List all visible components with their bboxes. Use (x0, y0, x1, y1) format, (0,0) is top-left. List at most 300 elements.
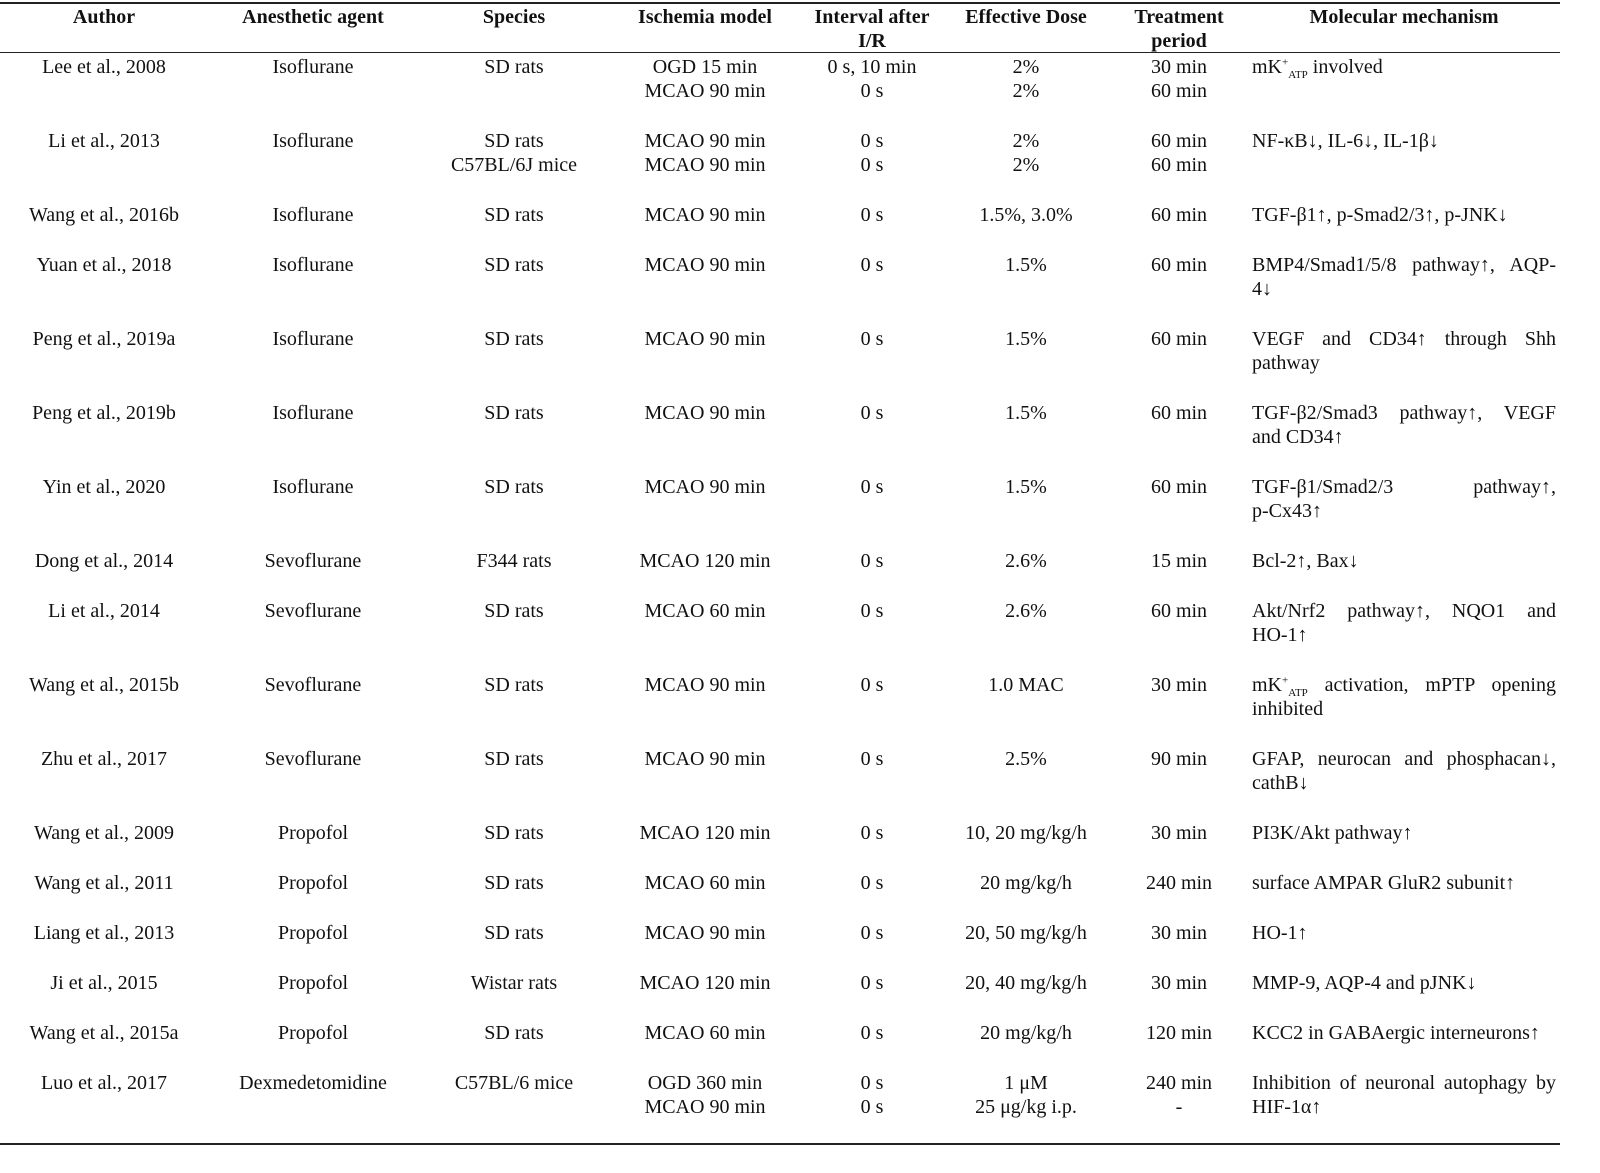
cell-line: Li et al., 2013 (48, 130, 160, 152)
cell-line: MCAO 120 min (639, 972, 771, 994)
mechanism-line (1252, 1095, 1556, 1119)
cell-author (4, 1021, 204, 1045)
cell-line: 0 s (860, 1096, 884, 1118)
cell-line: SD rats (484, 476, 544, 498)
mechanism-text: BMP4/Smad1/5/8 pathway↑, AQP- (1252, 254, 1556, 276)
cell-species (414, 673, 614, 697)
cell-line: 20 mg/kg/h (980, 872, 1072, 894)
cell-line: C57BL/6 mice (454, 1072, 574, 1094)
cell-line: MCAO 60 min (644, 600, 766, 622)
cell-interval (797, 203, 947, 227)
cell-line: 0 s (860, 254, 884, 276)
cell-line: SD rats (484, 56, 544, 78)
cell-author (4, 821, 204, 845)
mechanism-line (1252, 351, 1556, 375)
cell-line: Propofol (278, 1022, 348, 1044)
cell-line: 90 min (1150, 748, 1208, 770)
cell-mechanism (1252, 821, 1556, 845)
cell-line: Liang et al., 2013 (33, 922, 175, 944)
cell-line: 0 s (860, 80, 884, 102)
cell-interval (797, 1071, 947, 1119)
cell-line: 60 min (1150, 130, 1208, 152)
cell-agent (213, 549, 413, 573)
cell-species (414, 1071, 614, 1095)
cell-line: 0 s (860, 204, 884, 226)
cell-mechanism (1252, 747, 1556, 795)
cell-agent (213, 673, 413, 697)
cell-line: 60 min (1150, 254, 1208, 276)
cell-line: 20, 40 mg/kg/h (965, 972, 1087, 994)
cell-dose (946, 549, 1106, 573)
cell-period (1124, 821, 1234, 845)
cell-line: 120 min (1145, 1022, 1213, 1044)
cell-agent (213, 1021, 413, 1045)
cell-line: MCAO 120 min (639, 550, 771, 572)
superscript: + (1282, 56, 1289, 69)
mechanism-text: surface AMPAR GluR2 subunit↑ (1252, 872, 1516, 894)
subscript: ATP (1288, 687, 1308, 699)
cell-author (4, 55, 204, 79)
mechanism-text: and CD34↑ (1252, 426, 1344, 448)
mechanism-line (1252, 1021, 1556, 1045)
cell-line: 0 s (860, 822, 884, 844)
cell-period (1124, 475, 1234, 499)
cell-line: MCAO 90 min (644, 254, 766, 276)
mechanism-text: KCC2 in GABAergic interneurons↑ (1252, 1022, 1540, 1044)
cell-line: Propofol (278, 922, 348, 944)
mechanism-line (1252, 549, 1556, 573)
cell-mechanism (1252, 673, 1556, 721)
column-header (946, 5, 1106, 29)
mechanism-text: PI3K/Akt pathway↑ (1252, 822, 1413, 844)
cell-line: MCAO 90 min (644, 922, 766, 944)
cell-line: F344 rats (476, 550, 552, 572)
column-header-line: I/R (858, 30, 886, 52)
cell-mechanism (1252, 549, 1556, 573)
mechanism-text: TGF-β1/Smad2/3 pathway↑, (1252, 476, 1556, 498)
cell-line: 0 s (860, 476, 884, 498)
cell-line: 0 s (860, 872, 884, 894)
mechanism-text: Bcl-2↑, Bax↓ (1252, 550, 1359, 572)
mechanism-line (1252, 747, 1556, 771)
cell-line: 10, 20 mg/kg/h (965, 822, 1087, 844)
mechanism-text: inhibited (1252, 698, 1324, 720)
cell-species (414, 871, 614, 895)
cell-model (615, 549, 795, 573)
cell-species (414, 599, 614, 623)
mechanism-text: MMP-9, AQP-4 and pJNK↓ (1252, 972, 1477, 994)
cell-mechanism (1252, 327, 1556, 375)
cell-line: MCAO 90 min (644, 402, 766, 424)
column-header-line: Ischemia model (638, 6, 772, 28)
cell-period (1124, 129, 1234, 177)
cell-interval (797, 549, 947, 573)
cell-line: MCAO 90 min (644, 674, 766, 696)
cell-line: 2% (1012, 56, 1040, 78)
cell-model (615, 55, 795, 103)
cell-author (4, 475, 204, 499)
cell-model (615, 327, 795, 351)
cell-dose (946, 55, 1106, 103)
cell-author (4, 203, 204, 227)
mechanism-line (1252, 129, 1556, 153)
cell-dose (946, 1021, 1106, 1045)
cell-period (1124, 971, 1234, 995)
cell-mechanism (1252, 921, 1556, 945)
cell-line: Lee et al., 2008 (42, 56, 166, 78)
cell-line: 1.5% (1005, 328, 1047, 350)
cell-interval (797, 401, 947, 425)
cell-line: 0 s (860, 402, 884, 424)
cell-line: Wang et al., 2009 (33, 822, 175, 844)
cell-line: 0 s (860, 674, 884, 696)
mechanism-line (1252, 821, 1556, 845)
header-rule (0, 52, 1560, 53)
cell-line: Peng et al., 2019b (32, 402, 176, 424)
cell-line: 25 μg/kg i.p. (975, 1096, 1077, 1118)
cell-interval (797, 55, 947, 103)
mechanism-text: VEGF and CD34↑ through Shh (1252, 328, 1556, 350)
mechanism-text: HO-1↑ (1252, 922, 1308, 944)
cell-author (4, 549, 204, 573)
column-header-line: Effective Dose (965, 6, 1087, 28)
cell-line: 1.5% (1005, 402, 1047, 424)
mechanism-line (1252, 253, 1556, 277)
column-header (213, 5, 413, 29)
cell-period (1124, 401, 1234, 425)
cell-agent (213, 203, 413, 227)
top-rule (0, 2, 1560, 4)
cell-line: SD rats (484, 748, 544, 770)
cell-model (615, 673, 795, 697)
mechanism-line (1252, 771, 1556, 795)
cell-line: Isoflurane (272, 402, 354, 424)
mechanism-line (1252, 871, 1556, 895)
cell-line: 1.0 MAC (988, 674, 1064, 696)
cell-line: Sevoflurane (264, 550, 362, 572)
cell-line: C57BL/6J mice (450, 154, 578, 176)
cell-line: Li et al., 2014 (48, 600, 160, 622)
cell-agent (213, 253, 413, 277)
mechanism-line (1252, 55, 1556, 79)
cell-line: Wistar rats (470, 972, 558, 994)
cell-mechanism (1252, 475, 1556, 523)
cell-line: 2.5% (1005, 748, 1047, 770)
cell-line: Wang et al., 2016b (28, 204, 180, 226)
cell-line: 0 s (860, 154, 884, 176)
mechanism-text: cathB↓ (1252, 772, 1309, 794)
mechanism-text: activation, mPTP opening (1307, 674, 1556, 696)
cell-line: 0 s (860, 922, 884, 944)
column-header (414, 5, 614, 29)
cell-line: 30 min (1150, 56, 1208, 78)
cell-model (615, 871, 795, 895)
cell-author (4, 871, 204, 895)
column-header-line: Species (482, 6, 546, 28)
cell-line: 0 s (860, 130, 884, 152)
cell-model (615, 401, 795, 425)
cell-line: Yuan et al., 2018 (36, 254, 172, 276)
cell-line: 1 μM (1004, 1072, 1048, 1094)
cell-line: OGD 15 min (652, 56, 758, 78)
cell-agent (213, 871, 413, 895)
cell-author (4, 599, 204, 623)
cell-period (1124, 55, 1234, 103)
cell-period (1124, 673, 1234, 697)
cell-line: SD rats (484, 600, 544, 622)
mechanism-text: HO-1↑ (1252, 624, 1308, 646)
cell-dose (946, 253, 1106, 277)
cell-period (1124, 549, 1234, 573)
cell-species (414, 971, 614, 995)
cell-interval (797, 327, 947, 351)
cell-line: SD rats (484, 822, 544, 844)
cell-line: Dong et al., 2014 (34, 550, 174, 572)
cell-line: MCAO 90 min (644, 328, 766, 350)
cell-line: Isoflurane (272, 56, 354, 78)
cell-model (615, 599, 795, 623)
cell-line: 1.5% (1005, 254, 1047, 276)
mechanism-line (1252, 1071, 1556, 1095)
cell-period (1124, 921, 1234, 945)
cell-species (414, 747, 614, 771)
cell-author (4, 921, 204, 945)
cell-mechanism (1252, 1071, 1556, 1119)
cell-line: MCAO 90 min (644, 80, 766, 102)
mechanism-line (1252, 921, 1556, 945)
cell-agent (213, 821, 413, 845)
cell-line: 20, 50 mg/kg/h (965, 922, 1087, 944)
cell-line: 2.6% (1005, 600, 1047, 622)
cell-line: 30 min (1150, 922, 1208, 944)
cell-model (615, 921, 795, 945)
mechanism-line (1252, 697, 1556, 721)
subscript: ATP (1288, 69, 1308, 81)
cell-line: Isoflurane (272, 130, 354, 152)
cell-species (414, 129, 614, 177)
mechanism-line (1252, 277, 1556, 301)
cell-author (4, 673, 204, 697)
cell-model (615, 253, 795, 277)
column-header (797, 5, 947, 53)
cell-dose (946, 871, 1106, 895)
mechanism-text: mK (1252, 674, 1282, 696)
cell-model (615, 1071, 795, 1119)
cell-line: 2% (1012, 130, 1040, 152)
cell-line: SD rats (484, 674, 544, 696)
cell-line: Isoflurane (272, 476, 354, 498)
cell-period (1124, 747, 1234, 771)
cell-mechanism (1252, 1021, 1556, 1045)
cell-agent (213, 129, 413, 153)
cell-line: 2.6% (1005, 550, 1047, 572)
cell-dose (946, 821, 1106, 845)
column-header-line: Molecular mechanism (1309, 6, 1499, 28)
cell-line: 15 min (1150, 550, 1208, 572)
cell-model (615, 747, 795, 771)
cell-interval (797, 475, 947, 499)
column-header-line: period (1151, 30, 1207, 52)
cell-line: MCAO 90 min (644, 748, 766, 770)
cell-author (4, 747, 204, 771)
cell-line: MCAO 120 min (639, 822, 771, 844)
mechanism-text: involved (1307, 56, 1383, 78)
mechanism-line (1252, 599, 1556, 623)
cell-model (615, 129, 795, 177)
cell-model (615, 475, 795, 499)
cell-dose (946, 971, 1106, 995)
cell-mechanism (1252, 871, 1556, 895)
mechanism-text: TGF-β1↑, p-Smad2/3↑, p-JNK↓ (1252, 204, 1508, 226)
cell-author (4, 129, 204, 153)
cell-species (414, 253, 614, 277)
cell-line: 1.5% (1005, 476, 1047, 498)
cell-model (615, 1021, 795, 1045)
cell-line: Isoflurane (272, 204, 354, 226)
cell-line: Wang et al., 2015a (29, 1022, 179, 1044)
cell-mechanism (1252, 599, 1556, 647)
cell-species (414, 821, 614, 845)
mechanism-text: HIF-1α↑ (1252, 1096, 1322, 1118)
cell-species (414, 327, 614, 351)
cell-dose (946, 673, 1106, 697)
cell-line: MCAO 90 min (644, 154, 766, 176)
cell-line: SD rats (484, 1022, 544, 1044)
mechanism-text: NF-κB↓, IL-6↓, IL-1β↓ (1252, 130, 1439, 152)
cell-line: MCAO 90 min (644, 1096, 766, 1118)
cell-line: SD rats (484, 922, 544, 944)
cell-line: 0 s (860, 1022, 884, 1044)
cell-line: 0 s (860, 550, 884, 572)
cell-period (1124, 1021, 1234, 1045)
cell-interval (797, 921, 947, 945)
cell-line: 20 mg/kg/h (980, 1022, 1072, 1044)
cell-interval (797, 971, 947, 995)
column-header-line: Anesthetic agent (242, 6, 384, 28)
cell-interval (797, 253, 947, 277)
cell-interval (797, 871, 947, 895)
cell-period (1124, 203, 1234, 227)
mechanism-text: TGF-β2/Smad3 pathway↑, VEGF (1252, 402, 1556, 424)
mechanism-line (1252, 971, 1556, 995)
cell-line: Propofol (278, 872, 348, 894)
cell-line: 0 s (860, 1072, 884, 1094)
mechanism-text: pathway (1252, 352, 1320, 374)
mechanism-text: p-Cx43↑ (1252, 500, 1322, 522)
cell-line: SD rats (484, 130, 544, 152)
cell-agent (213, 401, 413, 425)
cell-mechanism (1252, 203, 1556, 227)
column-header (1249, 5, 1559, 29)
cell-line: SD rats (484, 402, 544, 424)
cell-line: Yin et al., 2020 (42, 476, 166, 498)
cell-period (1124, 599, 1234, 623)
cell-interval (797, 673, 947, 697)
cell-species (414, 203, 614, 227)
cell-mechanism (1252, 129, 1556, 153)
cell-line: Zhu et al., 2017 (40, 748, 168, 770)
cell-line: 60 min (1150, 154, 1208, 176)
cell-agent (213, 971, 413, 995)
cell-line: Sevoflurane (264, 748, 362, 770)
cell-line: 30 min (1150, 674, 1208, 696)
cell-species (414, 921, 614, 945)
column-header-line: Author (72, 6, 136, 28)
cell-line: 60 min (1150, 600, 1208, 622)
cell-species (414, 475, 614, 499)
cell-line: OGD 360 min (647, 1072, 763, 1094)
cell-line: 60 min (1150, 80, 1208, 102)
cell-line: 0 s (860, 748, 884, 770)
cell-line: 0 s (860, 600, 884, 622)
cell-line: Wang et al., 2015b (28, 674, 180, 696)
cell-interval (797, 599, 947, 623)
cell-author (4, 971, 204, 995)
cell-line: MCAO 90 min (644, 130, 766, 152)
column-header (1124, 5, 1234, 53)
cell-line: MCAO 60 min (644, 1022, 766, 1044)
cell-species (414, 401, 614, 425)
cell-dose (946, 401, 1106, 425)
cell-line: Isoflurane (272, 328, 354, 350)
mechanism-line (1252, 327, 1556, 351)
cell-line: Peng et al., 2019a (32, 328, 176, 350)
cell-dose (946, 129, 1106, 177)
cell-species (414, 549, 614, 573)
cell-model (615, 203, 795, 227)
superscript: + (1282, 674, 1289, 687)
mechanism-text: GFAP, neurocan and phosphacan↓, (1252, 748, 1556, 770)
cell-line: SD rats (484, 254, 544, 276)
cell-interval (797, 747, 947, 771)
cell-author (4, 1071, 204, 1095)
cell-line: SD rats (484, 872, 544, 894)
cell-agent (213, 599, 413, 623)
cell-line: Wang et al., 2011 (34, 872, 174, 894)
cell-dose (946, 599, 1106, 623)
cell-line: Sevoflurane (264, 674, 362, 696)
cell-line: 60 min (1150, 402, 1208, 424)
cell-interval (797, 129, 947, 177)
cell-author (4, 401, 204, 425)
cell-agent (213, 1071, 413, 1095)
cell-line: 30 min (1150, 972, 1208, 994)
cell-agent (213, 55, 413, 79)
cell-dose (946, 921, 1106, 945)
cell-line: - (1175, 1096, 1183, 1118)
cell-line: Ji et al., 2015 (50, 972, 158, 994)
cell-line: Propofol (278, 822, 348, 844)
mechanism-line (1252, 475, 1556, 499)
cell-agent (213, 475, 413, 499)
cell-species (414, 55, 614, 79)
column-header (615, 5, 795, 29)
cell-line: MCAO 60 min (644, 872, 766, 894)
cell-line: 1.5%, 3.0% (979, 204, 1073, 226)
cell-species (414, 1021, 614, 1045)
cell-mechanism (1252, 55, 1556, 79)
mechanism-text: mK (1252, 56, 1282, 78)
column-header (4, 5, 204, 29)
cell-line: Isoflurane (272, 254, 354, 276)
cell-line: SD rats (484, 204, 544, 226)
cell-dose (946, 203, 1106, 227)
column-header-line: Interval after (814, 6, 930, 28)
column-header-line: Treatment (1134, 6, 1224, 28)
mechanism-line (1252, 623, 1556, 647)
cell-mechanism (1252, 401, 1556, 449)
cell-line: Dexmedetomidine (239, 1072, 387, 1094)
